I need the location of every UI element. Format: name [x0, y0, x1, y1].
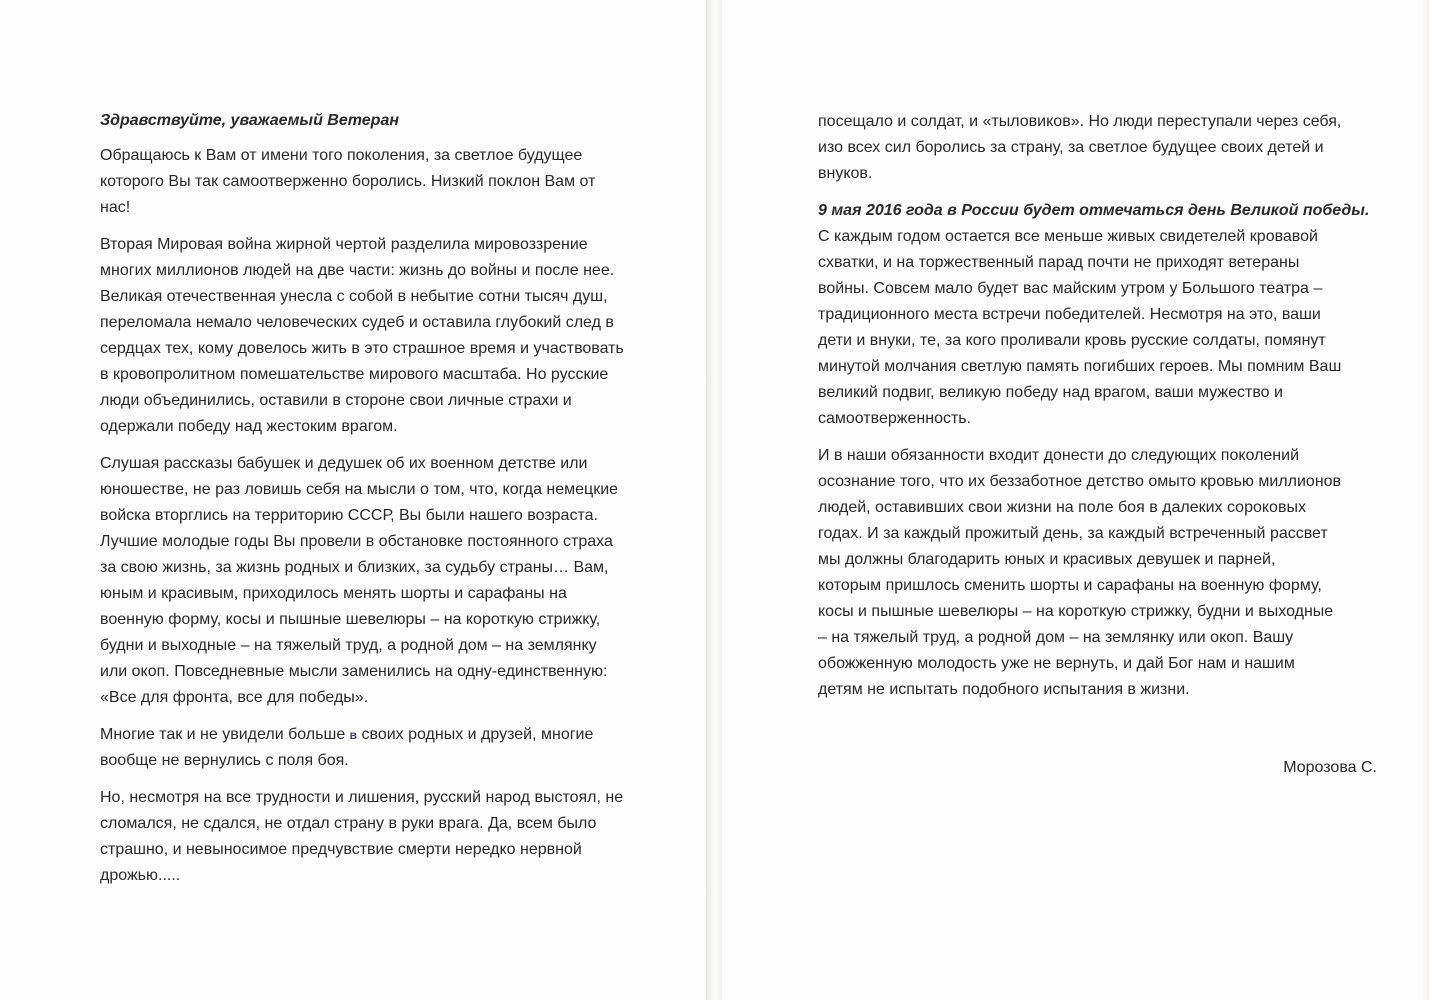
paragraph-duty: И в наши обязанности входит донести до следующих поколений осознание того, что их беззаботное детство омыто кровью миллионов людей, оставивших свои жизни на поле боя в далеких сороковых годах. И за каждый прожитый день, за каждый встреченный рассвет мы должны благодарить юных и красивых девушек и парней, которым пришлось сменить шорты и сарафаны на военную форму, косы и пышные шевелюры – на короткую стрижку, будни и выходные – на тяжелый труд, а родной дом – на землянку или окоп. Вашу обожженную молодость уже не вернуть, и дай Бог нам и нашим детям не испытать подобного испытания в жизни. [818, 447, 1342, 698]
right-page-text [818, 109, 1398, 714]
stray-ink-mark: в [349, 728, 358, 742]
paragraph-grandparents-stories: Слушая рассказы бабушек и дедушек об их военном детстве или юношестве, не раз ловишь себя на мысли о том, что, когда немецкие войска вторглись на территорию СССР, Вы были нашего возраста. Лучшие молодые годы Вы провели в обстановке постоянного страха за свою жизнь, за жизнь родных и близких, за судьбу страны… Вам, юным и красивым, приходилось менять шорты и сарафаны на военную форму, косы и пышные шевелюры – на короткую стрижку, будни и выходные – на тяжелый труд, а родной дом – на землянку или окоп. Повседневные мысли заменились на одну-единственную: «Все для фронта, все для победы». [100, 455, 619, 706]
greeting-heading: Здравствуйте, уважаемый Ветеран [100, 112, 399, 129]
paragraph-not-seen-relatives [100, 722, 670, 774]
left-page-text [100, 108, 670, 900]
left-page [0, 0, 706, 1000]
paragraph-people-endured: Но, несмотря на все трудности и лишения, русский народ выстоял, не сломался, не сдался, не отдал страну в руки врага. Да, всем было страшно, и невыносимое предчувствие смерти нередко нервной дрожью..... [100, 789, 624, 884]
paragraph-war-worldview: Вторая Мировая война жирной чертой разделила мировоззрение многих миллионов людей на две части: жизнь до войны и после нее. Великая отечественная унесла с собой в небытие сотни тысяч душ, переломала немало человеческих судеб и оставила глубокий след в сердцах тех, кому довелось жить в это страшное время и участвовать в кровопролитном помешательстве мирового масштаба. Но русские люди объединились, оставили в стороне свои личные страхи и одержали победу над жестоким врагом. [100, 236, 624, 435]
paragraph-appeal: Обращаюсь к Вам от имени того поколения, за светлое будущее которого Вы так самоотверженно боролись. Низкий поклон Вам от нас! [100, 147, 596, 216]
page-edge-shadow [1421, 0, 1429, 1000]
paragraph-not-seen-part2: своих родных и друзей, многие вообще не вернулись с поля боя. [100, 726, 594, 769]
paragraph-not-seen-part1: Многие так и не увидели больше [100, 726, 350, 743]
paragraph-continuation: посещало и солдат, и «тыловиков». Но люди переступали через себя, изо всех сил боролись за страну, за светлое будущее своих детей и внуков. [818, 113, 1342, 182]
paragraph-victory-day [818, 198, 1398, 432]
author-signature: Морозова С. [1283, 759, 1377, 776]
victory-day-date-line: 9 мая 2016 года в России будет отмечаться день Великой победы. [818, 202, 1370, 219]
victory-day-body: С каждым годом остается все меньше живых свидетелей кровавой схватки, и на торжественный парад почти не приходят ветераны войны. Совсем мало будет вас майским утром у Большого театра – традиционного места встречи победителей. Несмотря на это, ваши дети и внуки, те, за кого проливали кровь русские солдаты, помянут минутой молчания светлую память погибших героев. Мы помним Ваш великий подвиг, великую победу над врагом, ваши мужество и самоотверженность. [818, 228, 1342, 427]
